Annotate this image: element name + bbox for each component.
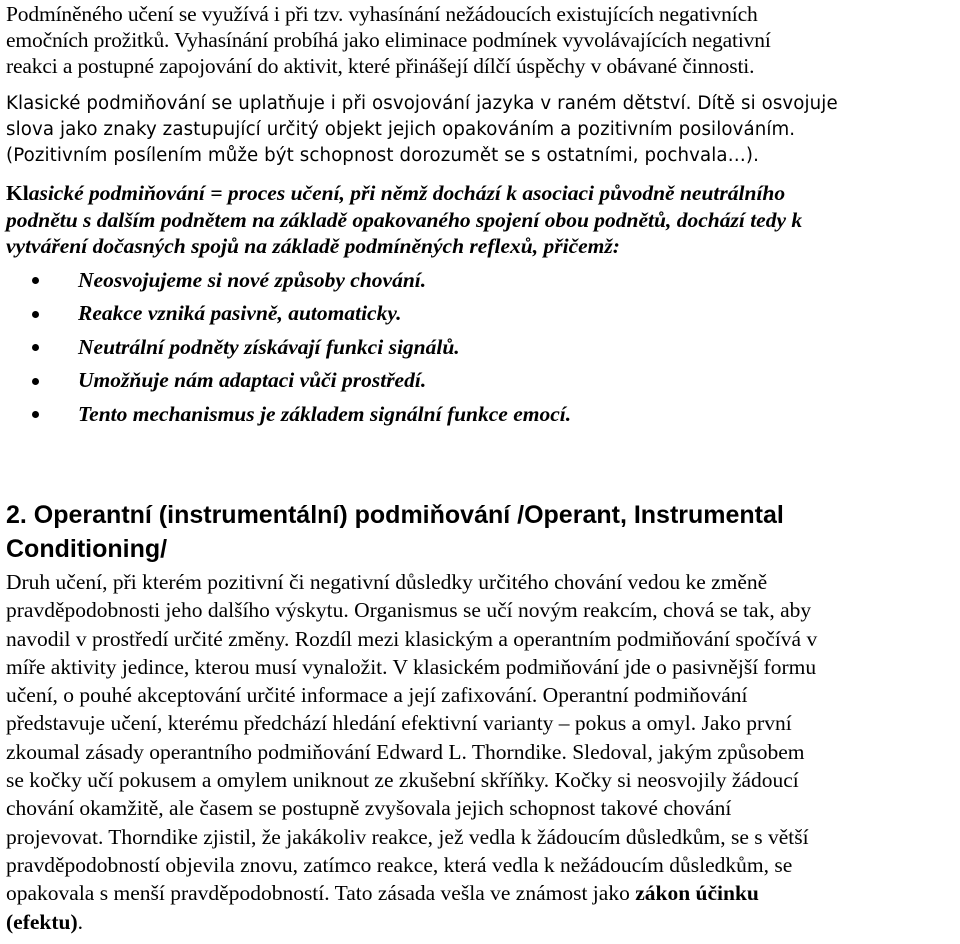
operant-line [6, 908, 956, 936]
operant-line: pravděpodobností objevila znovu, zatímco reakce, která vedla k nežádoucím důsledkům, se [6, 852, 793, 877]
operant-section [6, 568, 956, 936]
operant-line: projevovat. Thorndike zjistil, že jakákoliv reakce, jež vedla k žádoucím důsledkům, se s větší [6, 824, 809, 849]
operant-line: chování okamžitě, ale časem se postupně zvyšovala jejich schopnost takové chování [6, 796, 732, 821]
operant-line-text: opakovala s menší pravděpodobností. Tato zásada vešla ve známost jako [6, 881, 636, 906]
list-item [6, 331, 956, 365]
list-item [6, 297, 956, 331]
operant-line: učení, o pouhé akceptování určité informace a její zafixování. Operantní podmiňování [6, 683, 748, 708]
list-item-text: Neutrální podněty získávají funkci signálů. [78, 334, 460, 359]
intro-line: reakci a postupné zapojování do aktivit, které přinášejí dílčí úspěchy v obávané činnosti. [6, 54, 755, 78]
definition-line-text: asické podmiňování = proces učení, při němž dochází k asociaci původně neutrálního [28, 181, 786, 205]
definition-block [6, 180, 956, 431]
section-heading-line: 2. Operantní (instrumentální) podmiňování /Operant, Instrumental [6, 501, 784, 529]
list-item-text: Reakce vzniká pasivně, automaticky. [78, 301, 402, 325]
language-line: Klasické podmiňování se uplatňuje i při osvojování jazyka v raném dětství. Dítě si osvojuje [6, 93, 838, 114]
definition-line [6, 180, 956, 207]
operant-line-end: . [77, 909, 84, 934]
operant-line: Druh učení, při kterém pozitivní či negativní důsledky určitého chování vedou ke změně [6, 570, 768, 594]
operant-line: představuje učení, kterému předchází hledání efektivní varianty – pokus a omyl. Jako první [6, 711, 792, 736]
law-of-effect-term: zákon účinku [635, 881, 759, 906]
list-item-text: Umožňuje nám adaptaci vůči prostředí. [78, 368, 427, 392]
intro-paragraph [6, 1, 956, 79]
bullet-list [6, 264, 956, 432]
list-item-text: Neosvojujeme si nové způsoby chování. [78, 267, 427, 292]
bullet-icon [32, 277, 39, 284]
list-item [6, 264, 956, 298]
bullet-icon [32, 344, 39, 351]
bullet-icon [32, 311, 39, 318]
definition-line: podnětu s dalším podnětem na základě opakovaného spojení obou podnětů, dochází tedy k [6, 207, 803, 232]
operant-line: se kočky učí pokusem a omylem uniknout ze zkušební skříňky. Kočky si neosvojily žádoucí [6, 768, 799, 793]
definition-paragraph [6, 180, 956, 260]
operant-paragraph [6, 568, 956, 936]
operant-line: zkoumal zásady operantního podmiňování Edward L. Thorndike. Sledoval, jakým způsobem [6, 739, 805, 764]
intro-line: Podmíněného učení se využívá i při tzv. vyhasínání nežádoucích existujících negativních [6, 2, 758, 26]
intro-line: emočních prožitků. Vyhasínání probíhá jako eliminace podmínek vyvolávajících negativní [6, 28, 771, 52]
bullet-icon [32, 378, 39, 385]
list-item [6, 398, 956, 432]
list-item-text: Tento mechanismus je základem signální funkce emocí. [78, 401, 572, 426]
section-heading-line: Conditioning/ [6, 535, 168, 563]
law-of-effect-alias: (efektu) [6, 909, 78, 934]
definition-lead: Kl [6, 181, 29, 205]
bullet-icon [32, 411, 39, 418]
section-heading [6, 498, 956, 566]
definition-line: vytváření dočasných spojů na základě podmíněných reflexů, přičemž: [6, 234, 620, 258]
operant-line: míře aktivity jedince, kterou musí vynaložit. V klasickém podmiňování jde o pasivnější formu [6, 654, 817, 679]
operant-line [6, 879, 956, 907]
language-line: slova jako znaky zastupující určitý objekt jejich opakováním a pozitivním posilováním. [6, 119, 796, 140]
language-line: (Pozitivním posílením může být schopnost dorozumět se s ostatními, pochvala…). [6, 145, 759, 166]
language-paragraph [6, 91, 956, 169]
operant-line: pravděpodobnosti jeho dalšího výskytu. Organismus se učí novým reakcím, chová se tak, aby [6, 598, 812, 623]
list-item [6, 364, 956, 398]
operant-line: navodil v prostředí určité změny. Rozdíl mezi klasickým a operantním podmiňování spočívá v [6, 626, 818, 651]
